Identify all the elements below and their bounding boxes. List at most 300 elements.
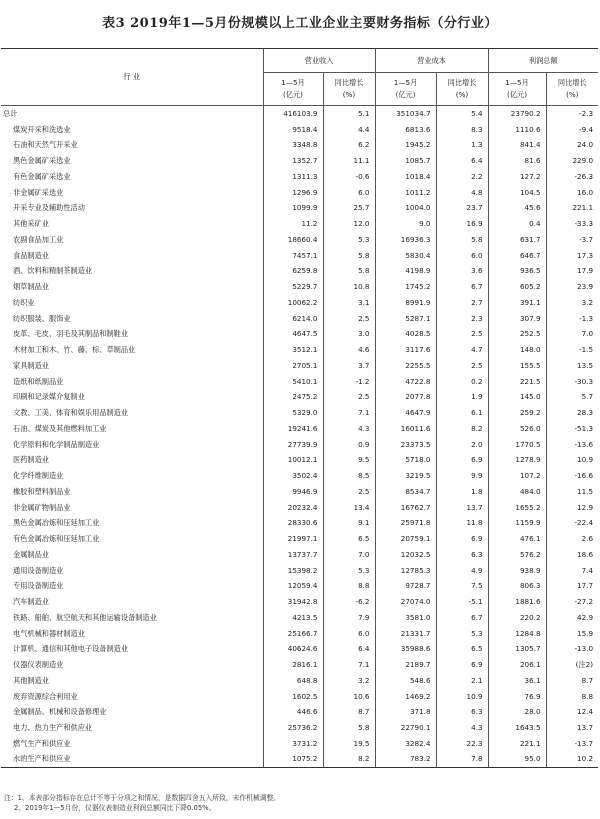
cell-profit-g: 10.9 bbox=[546, 452, 598, 468]
cell-cost-g: 22.3 bbox=[436, 736, 488, 752]
cell-profit-g: 17.7 bbox=[546, 578, 598, 594]
cell-rev-g: 5.8 bbox=[323, 263, 375, 279]
cell-profit-g: 13.5 bbox=[546, 358, 598, 374]
cell-rev: 2816.1 bbox=[263, 657, 323, 673]
cell-cost: 4028.5 bbox=[375, 326, 436, 342]
industry-name: 总计 bbox=[3, 109, 18, 119]
industry-name: 木材加工和木、竹、藤、棕、草制品业 bbox=[13, 345, 136, 355]
cell-cost: 3117.6 bbox=[375, 342, 436, 358]
cell-cost: 5830.4 bbox=[375, 247, 436, 263]
cell-cost-g: 2.5 bbox=[436, 358, 488, 374]
cell-rev-g: 6.0 bbox=[323, 625, 375, 641]
cell-cost-g: 3.6 bbox=[436, 263, 488, 279]
cell-rev-g: 13.4 bbox=[323, 499, 375, 515]
cell-cost: 1018.4 bbox=[375, 169, 436, 185]
industry-name: 计算机、通信和其他电子设备制造业 bbox=[13, 644, 129, 654]
cell-cost-g: 6.0 bbox=[436, 247, 488, 263]
industry-name: 化学纤维制造业 bbox=[13, 471, 64, 481]
industry-name: 家具制造业 bbox=[13, 360, 49, 370]
cell-profit-g: -30.3 bbox=[546, 373, 598, 389]
cell-profit-g: 18.6 bbox=[546, 547, 598, 563]
cell-cost: 9728.7 bbox=[375, 578, 436, 594]
cell-profit-g: 23.9 bbox=[546, 279, 598, 295]
cell-profit-g: -13.0 bbox=[546, 641, 598, 657]
cell-profit-g: -27.2 bbox=[546, 594, 598, 610]
industry-name: 金属制品、机械和设备修理业 bbox=[13, 707, 107, 717]
cell-profit-g: 16.0 bbox=[546, 184, 598, 200]
cell-profit: 206.1 bbox=[488, 657, 546, 673]
table-row bbox=[1, 200, 598, 216]
industry-name: 文教、工美、体育和娱乐用品制造业 bbox=[13, 408, 129, 418]
cell-profit-g: 7.4 bbox=[546, 562, 598, 578]
cell-rev-g: 5.8 bbox=[323, 720, 375, 736]
cell-cost-g: 6.1 bbox=[436, 405, 488, 421]
table-row bbox=[1, 216, 598, 232]
cell-rev: 3512.1 bbox=[263, 342, 323, 358]
table-row bbox=[1, 468, 598, 484]
header-profit-period: 1—5月 (亿元) bbox=[488, 73, 546, 106]
industry-name: 其他采矿业 bbox=[13, 219, 49, 229]
table-row bbox=[1, 736, 598, 752]
cell-rev-g: 6.5 bbox=[323, 531, 375, 547]
cell-cost-g: 2.5 bbox=[436, 326, 488, 342]
table-row bbox=[1, 389, 598, 405]
cell-rev-g: 4.6 bbox=[323, 342, 375, 358]
cell-profit-g: (注2) bbox=[546, 657, 598, 673]
cell-cost: 2255.5 bbox=[375, 358, 436, 374]
cell-cost-g: 6.3 bbox=[436, 704, 488, 720]
table-row bbox=[1, 247, 598, 263]
cell-rev: 10062.2 bbox=[263, 295, 323, 311]
cell-rev-g: 6.0 bbox=[323, 184, 375, 200]
table-row bbox=[1, 121, 598, 137]
cell-profit-g: -13.6 bbox=[546, 436, 598, 452]
cell-rev: 1075.2 bbox=[263, 751, 323, 767]
industry-name: 皮革、毛皮、羽毛及其制品和制鞋业 bbox=[13, 329, 129, 339]
cell-cost: 1745.2 bbox=[375, 279, 436, 295]
cell-profit-g: 13.7 bbox=[546, 720, 598, 736]
cell-profit: 1284.8 bbox=[488, 625, 546, 641]
cell-rev: 5410.1 bbox=[263, 373, 323, 389]
cell-cost-g: 6.3 bbox=[436, 547, 488, 563]
cell-cost: 371.8 bbox=[375, 704, 436, 720]
industry-name: 食品制造业 bbox=[13, 250, 49, 260]
table-row bbox=[1, 153, 598, 169]
cell-cost-g: 23.7 bbox=[436, 200, 488, 216]
industry-name: 黑色金属冶炼和压延加工业 bbox=[13, 518, 100, 528]
cell-cost-g: 5.8 bbox=[436, 232, 488, 248]
cell-rev-g: 2.5 bbox=[323, 389, 375, 405]
cell-rev: 4213.5 bbox=[263, 610, 323, 626]
cell-rev-g: 4.3 bbox=[323, 421, 375, 437]
cell-profit-g: 11.5 bbox=[546, 484, 598, 500]
industry-name: 石油、煤炭及其他燃料加工业 bbox=[13, 423, 107, 433]
table-title: 表3 2019年1—5月份规模以上工业企业主要财务指标（分行业） bbox=[102, 16, 498, 31]
industry-name: 燃气生产和供应业 bbox=[13, 738, 71, 748]
cell-profit: 1305.7 bbox=[488, 641, 546, 657]
cell-profit-g: -3.7 bbox=[546, 232, 598, 248]
table-row bbox=[1, 641, 598, 657]
cell-profit: 104.5 bbox=[488, 184, 546, 200]
cell-rev: 40624.6 bbox=[263, 641, 323, 657]
cell-cost: 351034.7 bbox=[375, 106, 436, 122]
cell-cost-g: 7.8 bbox=[436, 751, 488, 767]
table-row bbox=[1, 326, 598, 342]
cell-profit: 806.3 bbox=[488, 578, 546, 594]
industry-name: 专用设备制造业 bbox=[13, 581, 64, 591]
cell-rev-g: 5.3 bbox=[323, 232, 375, 248]
cell-rev-g: 0.9 bbox=[323, 436, 375, 452]
cell-profit: 484.0 bbox=[488, 484, 546, 500]
cell-cost-g: 2.1 bbox=[436, 673, 488, 689]
industry-name: 汽车制造业 bbox=[13, 597, 49, 607]
cell-rev: 13737.7 bbox=[263, 547, 323, 563]
table-row bbox=[1, 342, 598, 358]
cell-profit: 605.2 bbox=[488, 279, 546, 295]
cell-rev-g: 8.5 bbox=[323, 468, 375, 484]
footnote-2: 2、2019年1—5月份，仪器仪表制造业利润总额同比下降0.05%。 bbox=[14, 804, 216, 812]
table-row bbox=[1, 373, 598, 389]
cell-rev-g: 7.1 bbox=[323, 405, 375, 421]
cell-cost-g: 4.7 bbox=[436, 342, 488, 358]
cell-cost-g: 2.0 bbox=[436, 436, 488, 452]
cell-profit: 148.0 bbox=[488, 342, 546, 358]
table-row bbox=[1, 673, 598, 689]
cell-profit: 1643.5 bbox=[488, 720, 546, 736]
header-cost-growth: 同比增长 (%) bbox=[436, 73, 488, 106]
table-row bbox=[1, 625, 598, 641]
cell-cost-g: 13.7 bbox=[436, 499, 488, 515]
cell-cost: 6813.6 bbox=[375, 121, 436, 137]
cell-rev: 1311.3 bbox=[263, 169, 323, 185]
cell-profit: 252.5 bbox=[488, 326, 546, 342]
cell-rev-g: 7.0 bbox=[323, 547, 375, 563]
cell-profit-g: -51.3 bbox=[546, 421, 598, 437]
cell-cost-g: -5.1 bbox=[436, 594, 488, 610]
cell-profit: 1770.5 bbox=[488, 436, 546, 452]
industry-name: 铁路、船舶、航空航天和其他运输设备制造业 bbox=[13, 612, 157, 622]
table-row bbox=[1, 436, 598, 452]
industry-name: 开采专业及辅助性活动 bbox=[13, 203, 85, 213]
cell-cost: 783.2 bbox=[375, 751, 436, 767]
cell-cost-g: 8.3 bbox=[436, 121, 488, 137]
cell-rev: 9946.9 bbox=[263, 484, 323, 500]
cell-profit-g: -9.4 bbox=[546, 121, 598, 137]
industry-name: 石油和天然气开采业 bbox=[13, 140, 78, 150]
cell-profit-g: 15.9 bbox=[546, 625, 598, 641]
cell-rev: 648.8 bbox=[263, 673, 323, 689]
cell-cost-g: 7.5 bbox=[436, 578, 488, 594]
cell-cost: 22790.1 bbox=[375, 720, 436, 736]
cell-profit: 1278.9 bbox=[488, 452, 546, 468]
cell-rev-g: 2.5 bbox=[323, 484, 375, 500]
cell-cost-g: 6.7 bbox=[436, 279, 488, 295]
cell-rev-g: 4.4 bbox=[323, 121, 375, 137]
table-row bbox=[1, 263, 598, 279]
cell-cost-g: 4.3 bbox=[436, 720, 488, 736]
cell-cost: 2189.7 bbox=[375, 657, 436, 673]
header-industry: 行 业 bbox=[1, 49, 263, 106]
industry-name: 有色金属矿采选业 bbox=[13, 171, 71, 181]
cell-rev-g: 5.8 bbox=[323, 247, 375, 263]
table-row bbox=[1, 169, 598, 185]
cell-cost: 5287.1 bbox=[375, 310, 436, 326]
cell-rev: 28330.6 bbox=[263, 515, 323, 531]
footnotes bbox=[4, 793, 280, 813]
cell-profit: 23790.2 bbox=[488, 106, 546, 122]
cell-profit: 1159.9 bbox=[488, 515, 546, 531]
cell-rev: 27739.9 bbox=[263, 436, 323, 452]
cell-cost: 548.6 bbox=[375, 673, 436, 689]
cell-cost-g: 5.3 bbox=[436, 625, 488, 641]
cell-profit: 1110.6 bbox=[488, 121, 546, 137]
cell-cost: 27074.0 bbox=[375, 594, 436, 610]
table-row bbox=[1, 106, 598, 122]
table-row bbox=[1, 184, 598, 200]
cell-cost: 1085.7 bbox=[375, 153, 436, 169]
cell-rev-g: 8.2 bbox=[323, 751, 375, 767]
cell-profit: 576.2 bbox=[488, 547, 546, 563]
cell-cost-g: 1.3 bbox=[436, 137, 488, 153]
cell-profit: 155.5 bbox=[488, 358, 546, 374]
cell-cost-g: 0.2 bbox=[436, 373, 488, 389]
table-row bbox=[1, 657, 598, 673]
cell-cost: 8534.7 bbox=[375, 484, 436, 500]
cell-profit-g: 42.9 bbox=[546, 610, 598, 626]
cell-rev: 446.6 bbox=[263, 704, 323, 720]
cell-profit: 259.2 bbox=[488, 405, 546, 421]
cell-cost-g: 4.8 bbox=[436, 184, 488, 200]
cell-rev: 19241.6 bbox=[263, 421, 323, 437]
table-row bbox=[1, 421, 598, 437]
cell-cost: 25971.8 bbox=[375, 515, 436, 531]
cell-profit-g: 24.0 bbox=[546, 137, 598, 153]
cell-rev: 3348.8 bbox=[263, 137, 323, 153]
cell-cost-g: 2.7 bbox=[436, 295, 488, 311]
header-cost-period: 1—5月 (亿元) bbox=[375, 73, 436, 106]
cell-rev-g: 6.2 bbox=[323, 137, 375, 153]
cell-profit-g: -2.3 bbox=[546, 106, 598, 122]
table-row bbox=[1, 452, 598, 468]
cell-profit: 1655.2 bbox=[488, 499, 546, 515]
cell-rev: 2705.1 bbox=[263, 358, 323, 374]
header-cost: 营业成本 bbox=[375, 49, 488, 73]
cell-rev-g: 3.0 bbox=[323, 326, 375, 342]
table-row bbox=[1, 751, 598, 767]
cell-cost: 20759.1 bbox=[375, 531, 436, 547]
table-row bbox=[1, 232, 598, 248]
cell-cost: 3581.0 bbox=[375, 610, 436, 626]
cell-rev-g: 6.4 bbox=[323, 641, 375, 657]
cell-cost-g: 6.9 bbox=[436, 657, 488, 673]
cell-rev: 416103.9 bbox=[263, 106, 323, 122]
cell-profit: 841.4 bbox=[488, 137, 546, 153]
cell-rev: 11.2 bbox=[263, 216, 323, 232]
table-row bbox=[1, 578, 598, 594]
industry-name: 非金属矿物制品业 bbox=[13, 502, 71, 512]
cell-profit-g: 17.9 bbox=[546, 263, 598, 279]
cell-rev-g: -1.2 bbox=[323, 373, 375, 389]
cell-profit: 36.1 bbox=[488, 673, 546, 689]
industry-name: 其他制造业 bbox=[13, 675, 49, 685]
industry-name: 医药制造业 bbox=[13, 455, 49, 465]
cell-rev-g: 19.5 bbox=[323, 736, 375, 752]
cell-rev: 21997.1 bbox=[263, 531, 323, 547]
cell-profit: 526.0 bbox=[488, 421, 546, 437]
table-row bbox=[1, 484, 598, 500]
cell-rev: 5329.0 bbox=[263, 405, 323, 421]
cell-cost: 4198.9 bbox=[375, 263, 436, 279]
cell-rev: 10012.1 bbox=[263, 452, 323, 468]
industry-name: 通用设备制造业 bbox=[13, 565, 64, 575]
cell-profit: 938.9 bbox=[488, 562, 546, 578]
cell-profit-g: 28.3 bbox=[546, 405, 598, 421]
industry-name: 有色金属冶炼和压延加工业 bbox=[13, 534, 100, 544]
cell-profit: 1881.6 bbox=[488, 594, 546, 610]
cell-rev: 1602.5 bbox=[263, 688, 323, 704]
cell-cost-g: 11.8 bbox=[436, 515, 488, 531]
industry-name: 煤炭开采和洗选业 bbox=[13, 124, 71, 134]
cell-cost-g: 1.8 bbox=[436, 484, 488, 500]
table-row bbox=[1, 405, 598, 421]
table-row bbox=[1, 279, 598, 295]
cell-rev: 18660.4 bbox=[263, 232, 323, 248]
cell-profit-g: 2.6 bbox=[546, 531, 598, 547]
cell-profit-g: -22.4 bbox=[546, 515, 598, 531]
table-row bbox=[1, 547, 598, 563]
cell-rev-g: 3.2 bbox=[323, 673, 375, 689]
cell-rev: 1296.9 bbox=[263, 184, 323, 200]
cell-rev: 4647.5 bbox=[263, 326, 323, 342]
cell-cost-g: 5.4 bbox=[436, 106, 488, 122]
cell-rev-g: -6.2 bbox=[323, 594, 375, 610]
cell-profit: 221.5 bbox=[488, 373, 546, 389]
cell-rev-g: 7.1 bbox=[323, 657, 375, 673]
industry-name: 废弃资源综合利用业 bbox=[13, 691, 78, 701]
cell-cost: 35988.6 bbox=[375, 641, 436, 657]
cell-profit-g: 8.7 bbox=[546, 673, 598, 689]
cell-cost: 1945.2 bbox=[375, 137, 436, 153]
cell-rev-g: 8.8 bbox=[323, 578, 375, 594]
cell-rev: 2475.2 bbox=[263, 389, 323, 405]
cell-cost-g: 4.9 bbox=[436, 562, 488, 578]
cell-rev: 9518.4 bbox=[263, 121, 323, 137]
cell-rev-g: 10.8 bbox=[323, 279, 375, 295]
header-profit: 利润总额 bbox=[488, 49, 598, 73]
cell-rev: 3502.4 bbox=[263, 468, 323, 484]
cell-cost-g: 6.4 bbox=[436, 153, 488, 169]
cell-cost: 1469.2 bbox=[375, 688, 436, 704]
cell-cost-g: 6.7 bbox=[436, 610, 488, 626]
cell-profit-g: -1.3 bbox=[546, 310, 598, 326]
cell-cost-g: 10.9 bbox=[436, 688, 488, 704]
cell-rev-g: 9.1 bbox=[323, 515, 375, 531]
cell-rev-g: 11.1 bbox=[323, 153, 375, 169]
footnote-1: 注：1、本表部分指标存在总计不等于分项之和情况，是数据四舍五入所致，未作机械调整。 bbox=[4, 794, 281, 802]
table-row bbox=[1, 594, 598, 610]
cell-cost-g: 6.9 bbox=[436, 452, 488, 468]
industry-name: 金属制品业 bbox=[13, 549, 49, 559]
industry-name: 电力、热力生产和供应业 bbox=[13, 723, 93, 733]
table-row bbox=[1, 610, 598, 626]
table-row bbox=[1, 704, 598, 720]
header-revenue: 营业收入 bbox=[263, 49, 375, 73]
cell-profit: 631.7 bbox=[488, 232, 546, 248]
cell-rev: 31942.8 bbox=[263, 594, 323, 610]
cell-rev-g: -0.6 bbox=[323, 169, 375, 185]
cell-rev-g: 12.0 bbox=[323, 216, 375, 232]
cell-profit-g: -16.6 bbox=[546, 468, 598, 484]
industry-name: 黑色金属矿采选业 bbox=[13, 156, 71, 166]
cell-profit-g: 8.8 bbox=[546, 688, 598, 704]
table-row bbox=[1, 499, 598, 515]
cell-profit: 307.9 bbox=[488, 310, 546, 326]
cell-rev: 1099.9 bbox=[263, 200, 323, 216]
cell-profit: 45.6 bbox=[488, 200, 546, 216]
cell-profit: 145.0 bbox=[488, 389, 546, 405]
cell-profit: 221.1 bbox=[488, 736, 546, 752]
cell-profit-g: 17.3 bbox=[546, 247, 598, 263]
header-revenue-growth: 同比增长 (%) bbox=[323, 73, 375, 106]
cell-rev: 3731.2 bbox=[263, 736, 323, 752]
cell-cost-g: 2.2 bbox=[436, 169, 488, 185]
table-row bbox=[1, 562, 598, 578]
table-row bbox=[1, 531, 598, 547]
table-row bbox=[1, 515, 598, 531]
header-revenue-period: 1—5月 (亿元) bbox=[263, 73, 323, 106]
table-row bbox=[1, 358, 598, 374]
cell-cost-g: 6.5 bbox=[436, 641, 488, 657]
cell-rev-g: 10.6 bbox=[323, 688, 375, 704]
cell-rev: 12059.4 bbox=[263, 578, 323, 594]
cell-profit-g: 5.7 bbox=[546, 389, 598, 405]
cell-profit: 936.5 bbox=[488, 263, 546, 279]
cell-cost-g: 8.2 bbox=[436, 421, 488, 437]
cell-rev: 15398.2 bbox=[263, 562, 323, 578]
cell-cost: 9.0 bbox=[375, 216, 436, 232]
cell-profit-g: 7.0 bbox=[546, 326, 598, 342]
cell-profit: 127.2 bbox=[488, 169, 546, 185]
industry-name: 非金属矿采选业 bbox=[13, 187, 64, 197]
cell-profit-g: 221.1 bbox=[546, 200, 598, 216]
cell-profit: 0.4 bbox=[488, 216, 546, 232]
industry-name: 酒、饮料和精制茶制造业 bbox=[13, 266, 93, 276]
cell-rev: 7457.1 bbox=[263, 247, 323, 263]
industry-name: 电气机械和器材制造业 bbox=[13, 628, 85, 638]
cell-cost: 2077.8 bbox=[375, 389, 436, 405]
cell-rev-g: 5.3 bbox=[323, 562, 375, 578]
cell-profit: 391.1 bbox=[488, 295, 546, 311]
table-row bbox=[1, 295, 598, 311]
header-profit-growth: 同比增长 (%) bbox=[546, 73, 598, 106]
industry-name: 橡胶和塑料制品业 bbox=[13, 486, 71, 496]
cell-rev-g: 2.5 bbox=[323, 310, 375, 326]
table-row bbox=[1, 137, 598, 153]
cell-rev: 5229.7 bbox=[263, 279, 323, 295]
cell-cost: 16936.3 bbox=[375, 232, 436, 248]
industry-name: 化学原料和化学制品制造业 bbox=[13, 439, 100, 449]
cell-profit: 81.6 bbox=[488, 153, 546, 169]
cell-rev-g: 7.9 bbox=[323, 610, 375, 626]
industry-name: 农副食品加工业 bbox=[13, 234, 64, 244]
cell-profit: 28.0 bbox=[488, 704, 546, 720]
cell-profit-g: 12.4 bbox=[546, 704, 598, 720]
cell-rev-g: 25.7 bbox=[323, 200, 375, 216]
cell-profit-g: 3.2 bbox=[546, 295, 598, 311]
cell-profit: 95.0 bbox=[488, 751, 546, 767]
cell-rev-g: 3.7 bbox=[323, 358, 375, 374]
cell-cost: 4722.8 bbox=[375, 373, 436, 389]
